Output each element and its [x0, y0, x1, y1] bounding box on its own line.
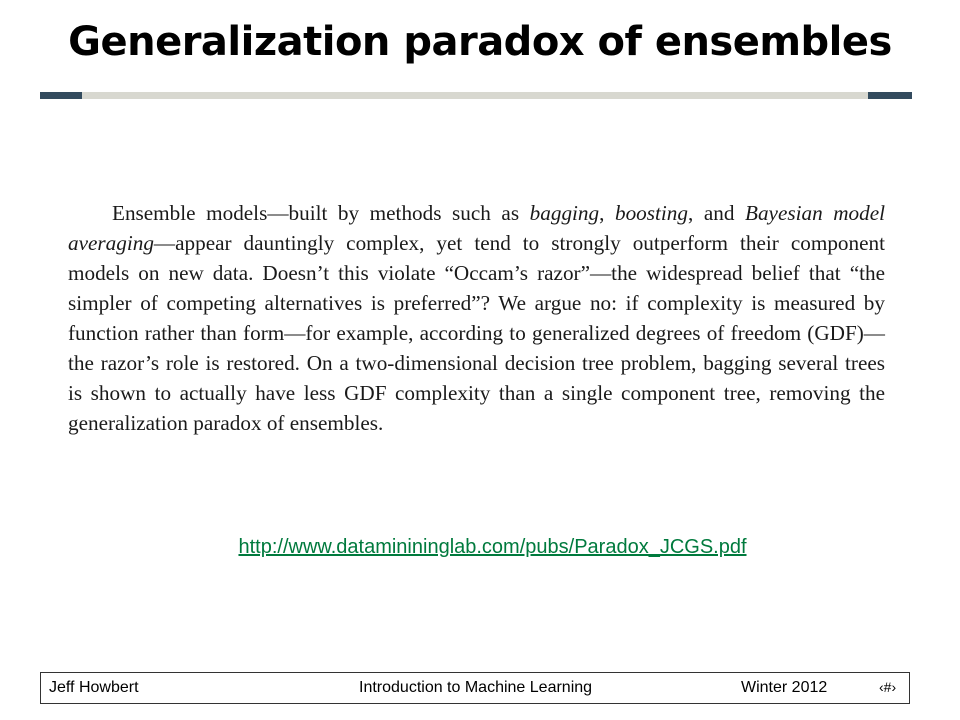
- abstract-text: ,: [599, 201, 615, 225]
- footer-course: Introduction to Machine Learning: [359, 679, 593, 696]
- footer-page-number: ‹#›: [879, 679, 897, 695]
- footer: [40, 672, 910, 704]
- footer-term: Winter 2012: [741, 679, 828, 696]
- title-rule-left-accent: [40, 92, 82, 99]
- abstract-paragraph: [68, 198, 885, 438]
- abstract-text: Ensemble models—built by methods such as: [112, 201, 530, 225]
- abstract-emphasis: Bayesian model averaging: [68, 201, 886, 255]
- abstract-emphasis: boosting: [614, 201, 688, 225]
- abstract-text: , and: [687, 201, 746, 225]
- paper-link[interactable]: http://www.dataminininglab.com/pubs/Paradox_JCGS.pdf: [238, 536, 747, 558]
- abstract-text: —appear dauntingly complex, yet tend to strongly outperform their component models on new data. Doesn’t this violate “Occam’s razor”—the widespread belief that “the simpler of competing alternatives is preferred”? We argue no: if complexity is measured by function rather than form—for example, according to generalized degrees of freedom (GDF)—the razor’s role is restored. On a two-dimensional decision tree problem, bagging several trees is shown to actually have less GDF complexity than a single component tree, removing the generalization paradox of ensembles.: [68, 231, 885, 435]
- title-rule-right-accent: [868, 92, 912, 99]
- footer-author: Jeff Howbert: [49, 679, 139, 696]
- slide-title: Generalization paradox of ensembles: [68, 19, 892, 65]
- abstract-emphasis: bagging: [529, 201, 600, 225]
- abstract-image: [68, 198, 885, 438]
- title-rule: [82, 92, 868, 99]
